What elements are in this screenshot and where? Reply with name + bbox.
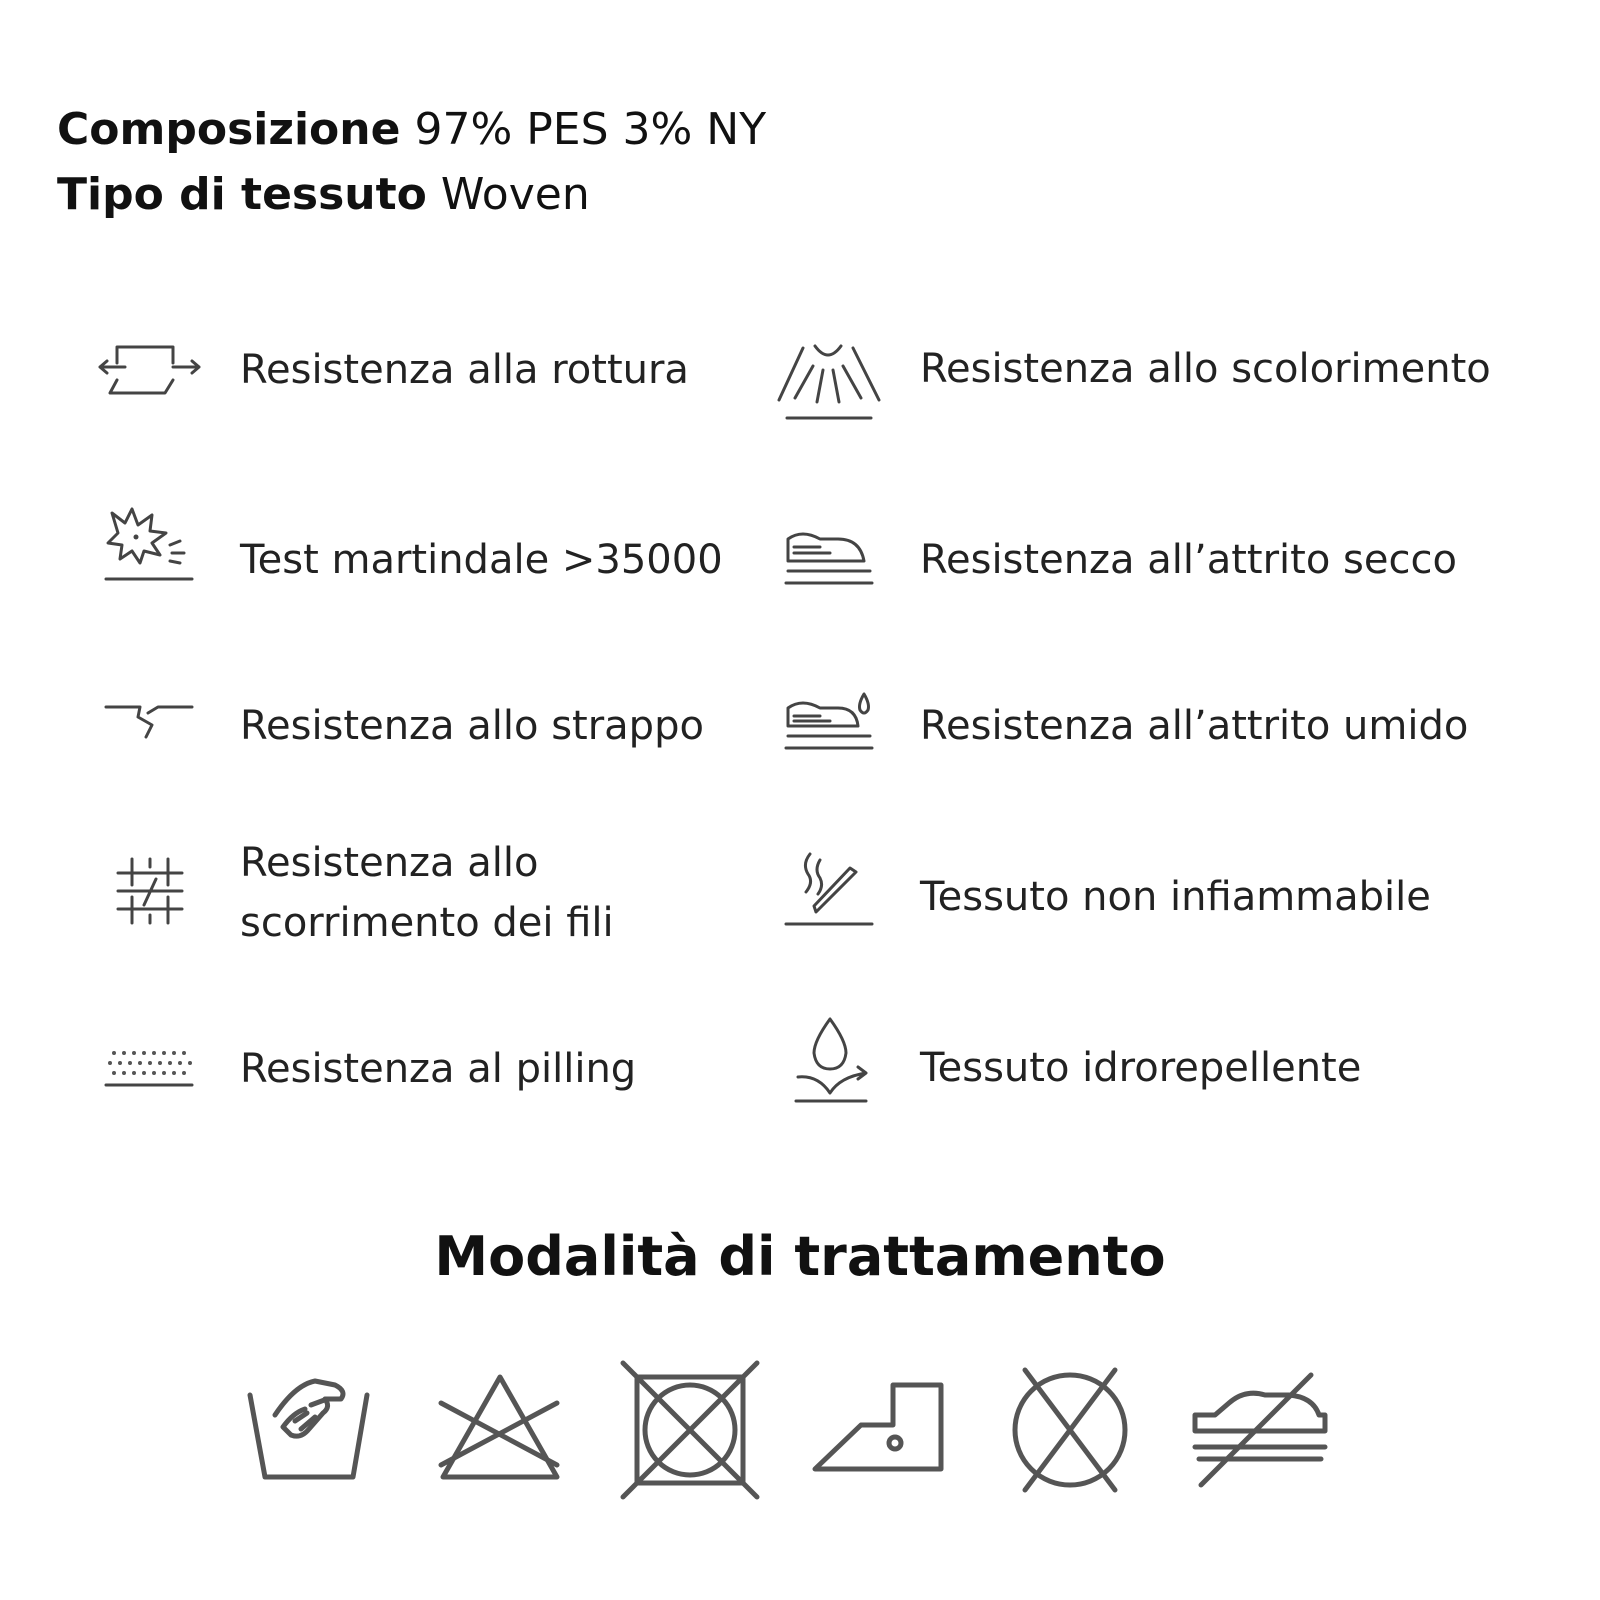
no-bleach-icon [425, 1355, 575, 1505]
tear-icon [100, 695, 200, 755]
thread-grid-icon [110, 855, 190, 935]
property-label: Resistenza all’attrito umido [920, 703, 1469, 749]
stretch-arrows-icon [95, 335, 205, 405]
property-label: Tessuto non infiammabile [920, 874, 1431, 920]
care-title: Modalità di trattamento [434, 1225, 1166, 1288]
property-label: Test martindale >35000 [240, 537, 723, 583]
pilling-dots-icon [100, 1045, 200, 1095]
water-drop-repel-icon [790, 1015, 880, 1110]
hand-wash-icon [235, 1355, 385, 1505]
fabric-type-line [57, 162, 590, 228]
no-professional-clean-icon [1185, 1355, 1335, 1505]
iron-low-icon [805, 1355, 955, 1505]
fabric-type-value: Woven [440, 169, 590, 220]
rub-dry-icon [780, 525, 880, 590]
match-flame-icon [780, 850, 880, 930]
property-label: Resistenza alla rottura [240, 347, 689, 393]
property-label: Resistenza allo scolorimento [920, 346, 1491, 392]
property-label: Resistenza al pilling [240, 1046, 637, 1092]
composition-label: Composizione [57, 104, 401, 155]
no-dry-clean-icon [995, 1355, 1145, 1505]
rub-wet-icon [780, 690, 880, 755]
property-label: Resistenza allo strappo [240, 703, 704, 749]
property-label: Resistenza allo scorrimento dei fili [240, 840, 614, 946]
no-tumble-dry-icon [615, 1355, 765, 1505]
composition-value: 97% PES 3% NY [414, 104, 767, 155]
abrasion-burst-icon [100, 505, 200, 585]
sun-rays-icon [775, 340, 885, 425]
property-label: Tessuto idrorepellente [920, 1045, 1362, 1091]
fabric-type-label: Tipo di tessuto [57, 169, 427, 220]
composition-line [57, 97, 766, 163]
property-label: Resistenza all’attrito secco [920, 537, 1457, 583]
